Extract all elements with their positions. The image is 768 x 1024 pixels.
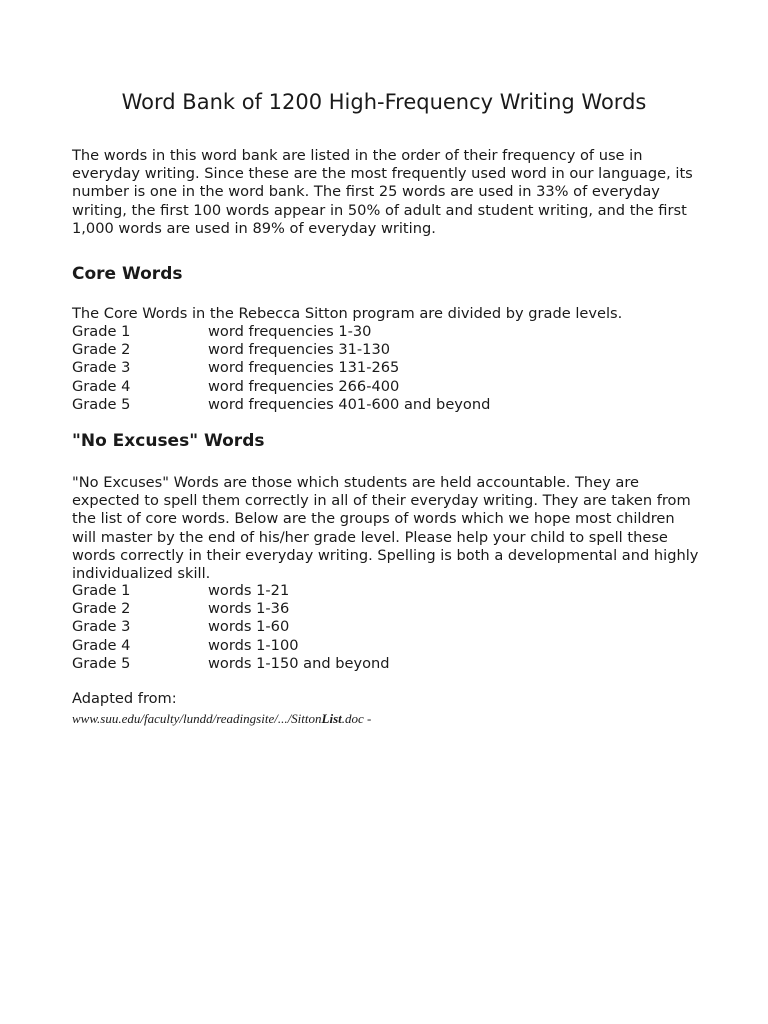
grade-label: Grade 2 xyxy=(72,600,131,618)
source-prefix: www.suu.edu/faculty/lundd/readingsite/.../Sitton xyxy=(72,711,322,726)
no-excuses-grade-row xyxy=(72,655,702,673)
core-grade-row xyxy=(72,341,702,359)
source-suffix: .doc - xyxy=(341,711,372,726)
grade-detail: word frequencies 31-130 xyxy=(208,341,391,359)
grade-label: Grade 4 xyxy=(72,636,131,654)
grade-detail: word frequencies 1-30 xyxy=(208,323,372,340)
no-excuses-grade-row xyxy=(72,637,702,655)
grade-label: Grade 5 xyxy=(72,395,131,413)
core-words-paragraph: The Core Words in the Rebecca Sitton program are divided by grade levels. xyxy=(72,305,623,322)
grade-detail: words 1-36 xyxy=(208,600,290,618)
no-excuses-grade-row xyxy=(72,618,702,636)
core-grade-row xyxy=(72,396,702,414)
core-grade-row xyxy=(72,359,702,377)
grade-label: Grade 4 xyxy=(72,377,131,395)
grade-detail: words 1-150 and beyond xyxy=(208,654,390,672)
core-words-heading: Core Words xyxy=(72,264,183,284)
no-excuses-grade-row xyxy=(72,600,702,618)
grade-label: Grade 2 xyxy=(72,341,131,359)
grade-detail: words 1-60 xyxy=(208,618,290,636)
grade-label: Grade 5 xyxy=(72,654,131,672)
grade-detail: words 1-100 xyxy=(208,636,299,654)
grade-label: Grade 3 xyxy=(72,618,131,636)
adapted-from-label: Adapted from: xyxy=(72,690,177,707)
intro-paragraph: The words in this word bank are listed in the order of their frequency of use in everyday writing. Since these are the most frequently used word in our language, its number is one in the word bank. The first 25 words are used in 33% of everyday writing, the first 100 words appear in 50% of adult and student writing, and the first 1,000 words are used in 89% of everyday writing. xyxy=(72,147,693,237)
grade-label: Grade 1 xyxy=(72,582,131,599)
source-bold-word: List xyxy=(321,711,342,726)
no-excuses-grade-row xyxy=(72,582,702,600)
grade-label: Grade 1 xyxy=(72,323,131,340)
grade-label: Grade 3 xyxy=(72,359,131,377)
no-excuses-grade-list xyxy=(72,582,702,673)
core-grade-row xyxy=(72,378,702,396)
source-citation xyxy=(72,710,371,728)
no-excuses-paragraph: "No Excuses" Words are those which students are held accountable. They are expected to spell them correctly in all of their everyday writing. They are taken from the list of core words. Below are the groups of words which we hope most children will master by the end of his/her grade level. Please help your child to spell these words correctly in their everyday writing. Spelling is both a developmental and highly individualized skill. xyxy=(72,474,699,583)
core-grade-list xyxy=(72,323,702,414)
grade-detail: word frequencies 401-600 and beyond xyxy=(208,395,491,413)
no-excuses-heading: "No Excuses" Words xyxy=(72,431,265,451)
document-title: Word Bank of 1200 High-Frequency Writing Words xyxy=(121,90,647,114)
grade-detail: words 1-21 xyxy=(208,582,290,599)
grade-detail: word frequencies 131-265 xyxy=(208,359,400,377)
grade-detail: word frequencies 266-400 xyxy=(208,377,400,395)
core-grade-row xyxy=(72,323,702,341)
